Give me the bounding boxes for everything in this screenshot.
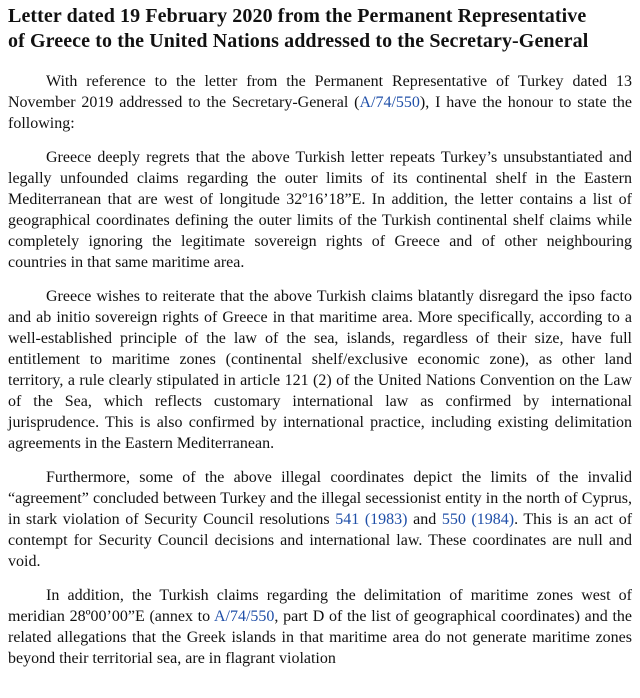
paragraph-4-text-a: Furthermore, some of the above illegal coordinates depict the limits of the invalid “agreement” concluded between Turkey and the illegal secessionist entity in the north of Cyprus, in stark violation of Security Council resolutions [8, 469, 632, 528]
paragraph-3 [8, 286, 632, 454]
paragraph-1 [8, 71, 632, 134]
document-link-a-74-550[interactable]: A/74/550 [359, 94, 420, 111]
paragraph-5-text-a: In addition, the Turkish claims regarding the delimitation of maritime zones west of meridian 28º00’00”E (annex to [8, 587, 632, 625]
paragraph-2-text: Greece deeply regrets that the above Turkish letter repeats Turkey’s unsubstantiated and legally unfounded claims regarding the outer limits of its continental shelf in the Eastern Mediterranean that are west of longitude 32º16’18”E. In addition, the letter contains a list of geographical coordinates defining the outer limits of the Turkish continental shelf claims while completely ignoring the legitimate sovereign rights of Greece and of other neighbouring countries in that same maritime area. [8, 149, 632, 271]
document-page [8, 4, 632, 669]
paragraph-5 [8, 585, 632, 669]
paragraph-2 [8, 147, 632, 273]
paragraph-3-text: Greece wishes to reiterate that the above Turkish claims blatantly disregard the ipso facto and ab initio sovereign rights of Greece in that maritime area. More specifically, according to a well-established principle of the law of the sea, islands, regardless of their size, have full entitlement to maritime zones (continental shelf/exclusive economic zone), as other land territory, a rule clearly stipulated in article 121 (2) of the United Nations Convention on the Law of the Sea, which reflects customary international law as confirmed by international jurisprudence. This is also confirmed by international practice, including existing delimitation agreements in the Eastern Mediterranean. [8, 288, 632, 452]
paragraph-5-text-b: , part D of the list of geographical coordinates) and the related allegations that the Greek islands in that maritime area do not generate maritime zones beyond their territorial sea, are in flagrant violation [8, 608, 633, 667]
paragraph-1-text-a: With reference to the letter from the Permanent Representative of Turkey dated 13 November 2019 addressed to the Secretary-General ( [8, 73, 632, 111]
document-link-a-74-550-annex[interactable]: A/74/550 [213, 608, 275, 625]
letter-title-line-1: Letter dated 19 February 2020 from the Permanent Representative [8, 5, 587, 27]
resolution-link-541[interactable]: 541 (1983) [335, 511, 408, 528]
paragraph-4 [8, 467, 632, 572]
resolution-link-550[interactable]: 550 (1984) [441, 511, 515, 528]
paragraph-4-text-b: and [407, 511, 442, 528]
letter-title-line-2: of Greece to the United Nations addressed to the Secretary-General [8, 30, 589, 52]
paragraph-4-text-c: . This is an act of contempt for Security Council decisions and international law. These coordinates are null and void. [8, 511, 633, 570]
paragraph-1-text-b: ), I have the honour to state the following: [8, 94, 632, 132]
letter-title [8, 4, 632, 54]
